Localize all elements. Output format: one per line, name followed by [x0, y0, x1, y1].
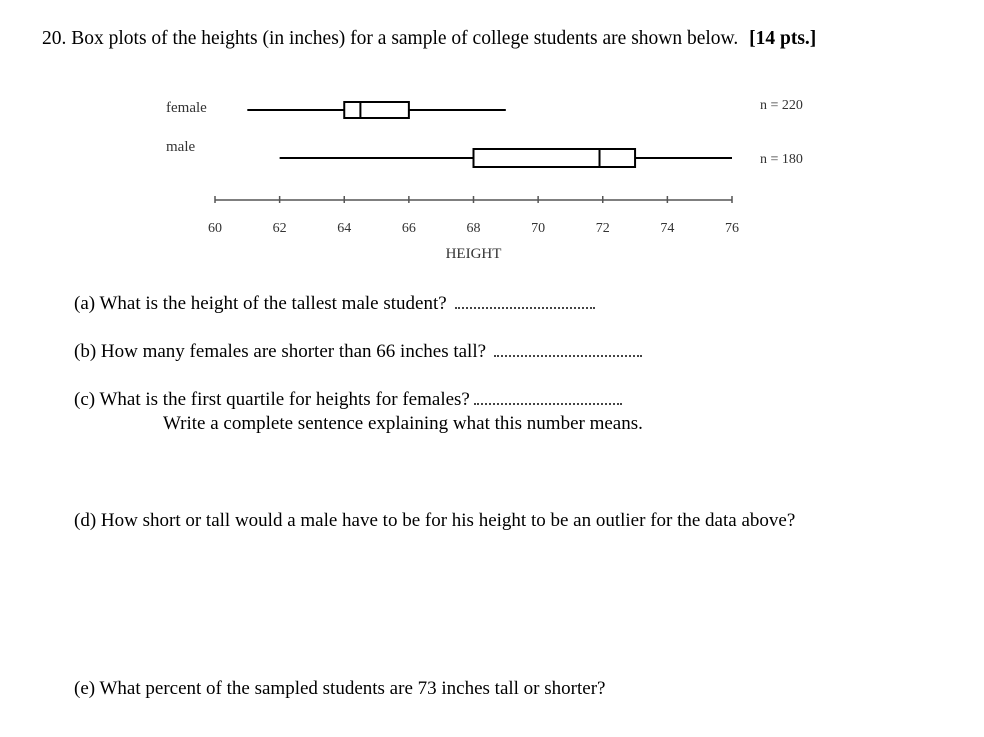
question-c-text: (c) What is the first quartile for heights for females? — [74, 389, 470, 410]
question-d: (d) How short or tall would a male have to be for his height to be an outlier for the data above? — [74, 510, 796, 531]
x-tick-label-66: 66 — [401, 221, 416, 236]
x-tick-label-62: 62 — [272, 221, 287, 236]
question-number: 20. — [42, 28, 67, 49]
points-label: [14 pts.] — [749, 28, 817, 49]
x-tick-label-60: 60 — [208, 221, 222, 236]
x-tick-label-72: 72 — [595, 221, 610, 236]
question-a-text: (a) What is the height of the tallest male student? — [74, 293, 447, 314]
female-label: female — [166, 100, 207, 116]
question-c — [74, 389, 622, 411]
x-tick-label-70: 70 — [531, 221, 546, 236]
box-plot-chart — [0, 0, 984, 300]
answer-blank-c[interactable] — [474, 402, 622, 405]
question-b — [74, 341, 642, 363]
answer-blank-b[interactable] — [494, 354, 642, 357]
question-a — [74, 293, 595, 315]
male-box — [474, 149, 636, 167]
x-tick-label-74: 74 — [660, 221, 675, 236]
x-tick-label-68: 68 — [466, 221, 481, 236]
male-n-label: n = 180 — [760, 152, 803, 167]
x-axis-title: HEIGHT — [445, 246, 502, 262]
male-label: male — [166, 139, 196, 155]
question-c-subtext: Write a complete sentence explaining what this number means. — [163, 413, 643, 434]
question-b-text: (b) How many females are shorter than 66 inches tall? — [74, 341, 487, 362]
female-n-label: n = 220 — [760, 98, 803, 113]
answer-blank-a[interactable] — [455, 306, 595, 309]
question-e: (e) What percent of the sampled students are 73 inches tall or shorter? — [74, 678, 606, 699]
question-text: Box plots of the heights (in inches) for a sample of college students are shown below. — [71, 28, 739, 49]
x-tick-label-64: 64 — [337, 221, 352, 236]
female-box — [344, 102, 409, 118]
x-tick-label-76: 76 — [725, 221, 739, 236]
